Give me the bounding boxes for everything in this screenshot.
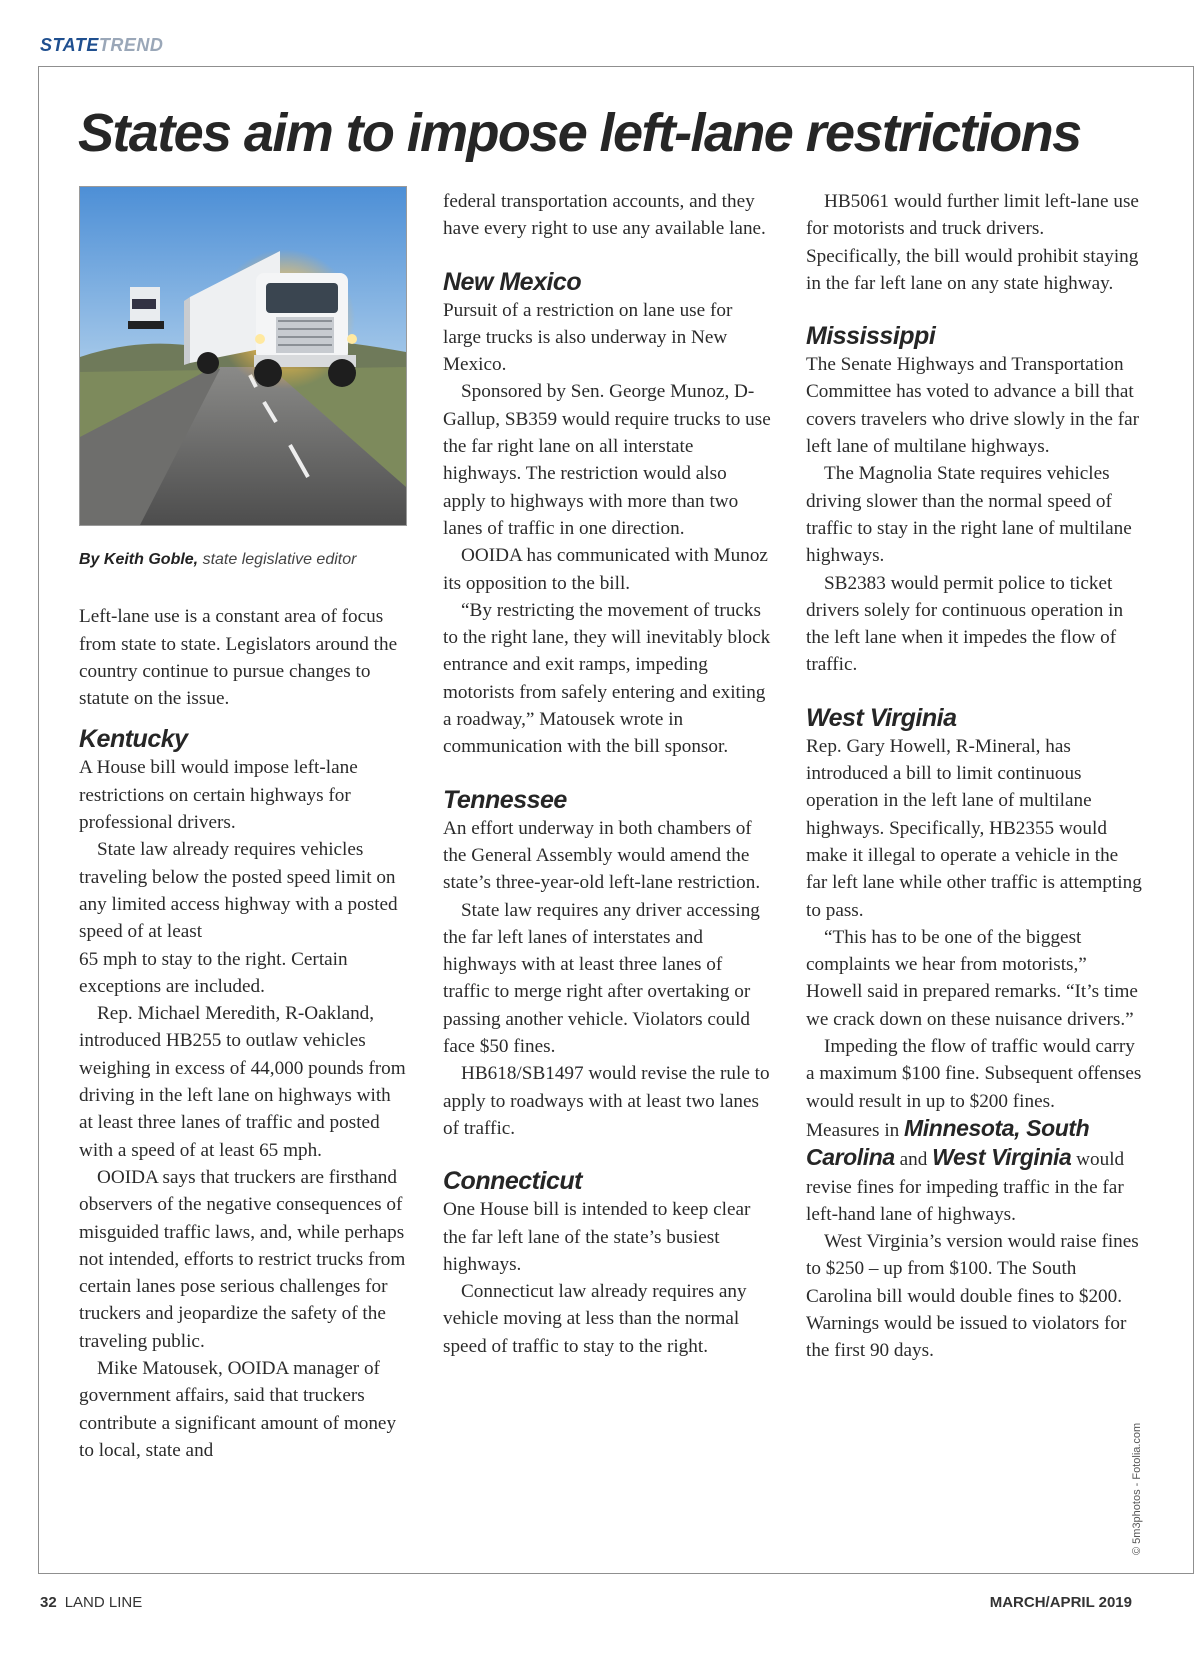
measures-paragraph <box>806 1115 1142 1228</box>
paragraph: Mike Matousek, OOIDA manager of government affairs, said that truckers contribute a significant amount of money to local, state and <box>79 1358 397 1461</box>
paragraph: OOIDA has communicated with Munoz its opposition to the bill. <box>443 545 768 594</box>
section-tag <box>40 35 163 56</box>
paragraph: The Senate Highways and Transportation Committee has voted to advance a bill that covers travelers who drive slowly in the far left lane of multilane highways. <box>806 354 1140 458</box>
paragraph: Rep. Michael Meredith, R-Oakland, introduced HB255 to outlaw vehicles weighing in excess of 44,000 pounds from driving in the left lane on highways with at least three lanes of traffic and posted with a speed of at least 65 mph. <box>79 1003 406 1161</box>
footer-left <box>40 1594 142 1611</box>
measures-and: and <box>894 1149 933 1171</box>
issue-date: MARCH/APRIL 2019 <box>989 1594 1132 1611</box>
measures-suffix: would revise fines for impeding traffic in the far left-hand lane of highways. <box>806 1149 1125 1225</box>
heading-connecticut: Connecticut <box>443 1167 582 1196</box>
paragraph: Rep. Gary Howell, R-Mineral, has introduced a bill to limit continuous operation in the left lane of multilane highways. Specifically, HB2355 would make it illegal to operate a vehicle in the far left lane while other traffic is attempting to pass. <box>806 735 1142 921</box>
heading-new-mexico: New Mexico <box>443 267 582 296</box>
paragraph: “This has to be one of the biggest complaints we hear from motorists,” Howell said in prepared remarks. “It’s time we crack down on these nuisance drivers.” <box>806 926 1138 1030</box>
heading-mississippi: Mississippi <box>806 322 936 351</box>
paragraph: “By restricting the movement of trucks to the right lane, they will inevitably block entrance and exit ramps, impeding motorists from safely entering and exiting a roadway,” Matousek wrote in communication with the bill sponsor. <box>443 599 771 758</box>
paragraph: Sponsored by Sen. George Munoz, D-Gallup, SB359 would require trucks to use the far right lane on all interstate highways. The restriction would also apply to highways with more than two lanes of traffic in one direction. <box>443 381 771 539</box>
heading-tennessee: Tennessee <box>443 785 567 814</box>
headline: States aim to impose left-lane restrictions <box>78 103 1081 163</box>
truck-photo-illustration <box>80 187 406 525</box>
paragraph: SB2383 would permit police to ticket drivers solely for continuous operation in the left lane when it impedes the flow of traffic. <box>806 572 1124 676</box>
page-number: 32 <box>40 1594 57 1611</box>
byline <box>79 546 409 573</box>
paragraph: HB618/SB1497 would revise the rule to apply to roadways with at least two lanes of traffic. <box>443 1063 770 1139</box>
measures-states-2: West Virginia <box>932 1144 1072 1171</box>
intro-paragraph: Left-lane use is a constant area of focus from state to state. Legislators around the country continue to pursue changes to statute on the issue. <box>79 606 398 710</box>
paragraph: OOIDA says that truckers are firsthand observers of the negative consequences of misguided traffic laws, and, while perhaps not intended, efforts to restrict trucks from certain lanes pose serious challenges for truckers and jeopardize the safety of the traveling public. <box>79 1166 406 1352</box>
byline-role: state legislative editor <box>202 551 357 568</box>
paragraph: federal transportation accounts, and they have every right to use any available lane. <box>443 191 766 240</box>
paragraph: A House bill would impose left-lane restrictions on certain highways for professional drivers. <box>79 757 358 834</box>
paragraph: The Magnolia State requires vehicles driving slower than the normal speed of traffic to stay in the right lane of multilane highways. <box>806 463 1132 567</box>
paragraph: One House bill is intended to keep clear the far left lane of the state’s busiest highways. <box>443 1199 751 1275</box>
section-tag-state: STATE <box>40 35 99 55</box>
photo-credit: © 5m3photos - Fotolia.com <box>1131 1422 1143 1555</box>
paragraph: Connecticut law already requires any vehicle moving at less than the normal speed of traffic to stay to the right. <box>443 1281 747 1357</box>
paragraph: State law already requires vehicles traveling below the posted speed limit on any limited access highway with a posted speed of at least 65 mph to stay to the right. Certain exceptions are included. <box>79 839 398 997</box>
measures-states-1: Minnesota, South Carolina <box>806 1114 1090 1171</box>
heading-west-virginia: West Virginia <box>806 703 957 732</box>
truck-distant <box>128 287 164 329</box>
heading-kentucky: Kentucky <box>79 725 188 754</box>
magazine-name: LAND LINE <box>64 1594 143 1611</box>
truck-photo <box>79 186 407 526</box>
column-1 <box>79 186 409 1464</box>
paragraph: State law requires any driver accessing the far left lanes of interstates and highways with at least three lanes of traffic to merge right after overtaking or passing another vehicle. Violators could face $50 fines. <box>443 899 760 1058</box>
paragraph: West Virginia’s version would raise fines to $250 – up from $100. The South Carolina bill would double fines to $200. Warnings would be issued to violators for the first 90 days. <box>806 1231 1139 1362</box>
paragraph: An effort underway in both chambers of the General Assembly would amend the state’s three-year-old left-lane restriction. <box>443 817 761 894</box>
paragraph: Pursuit of a restriction on lane use for large trucks is also underway in New Mexico. <box>443 299 733 376</box>
column-3 <box>806 188 1142 1365</box>
byline-name: By Keith Goble, <box>79 551 199 568</box>
paragraph: Impeding the flow of traffic would carry a maximum $100 fine. Subsequent offenses would result in up to $200 fines. <box>806 1036 1142 1112</box>
column-2 <box>443 188 773 1360</box>
measures-prefix: Measures in <box>806 1119 905 1141</box>
paragraph: HB5061 would further limit left-lane use for motorists and truck drivers. Specifically, the bill would prohibit staying in the far left lane on any state highway. <box>806 191 1139 294</box>
section-tag-trend: TREND <box>98 35 164 55</box>
